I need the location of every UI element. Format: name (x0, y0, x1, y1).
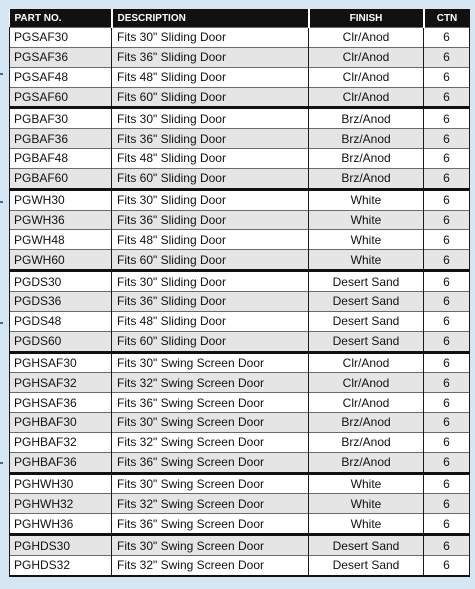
table-row (10, 108, 470, 129)
cell-ctn: 6 (424, 494, 470, 514)
cell-part-no: PGBAF60 (10, 168, 112, 189)
cell-ctn: 6 (424, 189, 470, 210)
cell-finish: White (309, 250, 424, 271)
table-row (10, 373, 470, 393)
cell-ctn: 6 (424, 250, 470, 271)
edge-mark (0, 201, 3, 203)
cell-part-no: PGWH36 (10, 210, 112, 230)
cell-finish: Brz/Anod (309, 413, 424, 433)
cell-finish: Desert Sand (309, 331, 424, 352)
table-row (10, 129, 470, 149)
cell-finish: White (309, 230, 424, 250)
edge-mark (0, 462, 3, 464)
cell-ctn: 6 (424, 473, 470, 494)
cell-ctn: 6 (424, 393, 470, 413)
table-row (10, 168, 470, 189)
cell-finish: Brz/Anod (309, 149, 424, 169)
cell-part-no: PGWH60 (10, 250, 112, 271)
cell-part-no: PGHDS32 (10, 555, 112, 575)
cell-description: Fits 30" Sliding Door (112, 189, 309, 210)
table-row (10, 413, 470, 433)
cell-finish: Clr/Anod (309, 352, 424, 373)
header-part-no: PART NO. (10, 9, 112, 28)
cell-part-no: PGHSAF32 (10, 373, 112, 393)
table-row (10, 271, 470, 292)
table-row (10, 452, 470, 473)
cell-finish: White (309, 473, 424, 494)
cell-part-no: PGHWH32 (10, 494, 112, 514)
edge-mark (0, 73, 3, 75)
table-row (10, 494, 470, 514)
header-description: DESCRIPTION (112, 9, 309, 28)
cell-part-no: PGHBAF36 (10, 452, 112, 473)
cell-description: Fits 48" Sliding Door (112, 230, 309, 250)
table-header (10, 9, 470, 28)
table-row (10, 28, 470, 48)
cell-finish: Clr/Anod (309, 28, 424, 48)
cell-finish: Desert Sand (309, 555, 424, 575)
cell-description: Fits 36" Swing Screen Door (112, 393, 309, 413)
table-row (10, 311, 470, 331)
cell-ctn: 6 (424, 291, 470, 311)
cell-ctn: 6 (424, 87, 470, 108)
cell-ctn: 6 (424, 129, 470, 149)
cell-part-no: PGSAF30 (10, 28, 112, 48)
cell-part-no: PGHSAF30 (10, 352, 112, 373)
cell-finish: Desert Sand (309, 535, 424, 556)
cell-description: Fits 60" Sliding Door (112, 87, 309, 108)
cell-description: Fits 30" Swing Screen Door (112, 473, 309, 494)
cell-ctn: 6 (424, 271, 470, 292)
cell-finish: Clr/Anod (309, 373, 424, 393)
cell-finish: Brz/Anod (309, 129, 424, 149)
table-row (10, 352, 470, 373)
table-row (10, 393, 470, 413)
table-row (10, 47, 470, 67)
table-row (10, 331, 470, 352)
cell-finish: Brz/Anod (309, 452, 424, 473)
header-ctn: CTN (424, 9, 470, 28)
cell-ctn: 6 (424, 47, 470, 67)
table-row (10, 514, 470, 535)
cell-part-no: PGDS48 (10, 311, 112, 331)
cell-ctn: 6 (424, 514, 470, 535)
table-row (10, 250, 470, 271)
table-body (10, 28, 470, 576)
cell-finish: Brz/Anod (309, 168, 424, 189)
cell-part-no: PGHWH36 (10, 514, 112, 535)
table-row (10, 555, 470, 575)
cell-part-no: PGWH48 (10, 230, 112, 250)
cell-description: Fits 32" Swing Screen Door (112, 494, 309, 514)
table-row (10, 473, 470, 494)
cell-part-no: PGHBAF30 (10, 413, 112, 433)
header-row (10, 9, 470, 28)
cell-description: Fits 32" Swing Screen Door (112, 432, 309, 452)
cell-part-no: PGDS30 (10, 271, 112, 292)
cell-ctn: 6 (424, 352, 470, 373)
cell-finish: White (309, 210, 424, 230)
cell-description: Fits 60" Sliding Door (112, 250, 309, 271)
cell-description: Fits 30" Swing Screen Door (112, 535, 309, 556)
table-row (10, 291, 470, 311)
cell-part-no: PGDS60 (10, 331, 112, 352)
cell-finish: Clr/Anod (309, 67, 424, 87)
cell-finish: Clr/Anod (309, 47, 424, 67)
cell-description: Fits 30" Swing Screen Door (112, 413, 309, 433)
cell-ctn: 6 (424, 413, 470, 433)
cell-finish: Desert Sand (309, 291, 424, 311)
cell-ctn: 6 (424, 210, 470, 230)
table-row (10, 432, 470, 452)
cell-part-no: PGHSAF36 (10, 393, 112, 413)
cell-description: Fits 36" Swing Screen Door (112, 452, 309, 473)
cell-description: Fits 30" Sliding Door (112, 28, 309, 48)
cell-finish: Clr/Anod (309, 87, 424, 108)
cell-ctn: 6 (424, 452, 470, 473)
cell-part-no: PGHBAF32 (10, 432, 112, 452)
cell-description: Fits 30" Sliding Door (112, 271, 309, 292)
cell-finish: Brz/Anod (309, 432, 424, 452)
cell-part-no: PGSAF48 (10, 67, 112, 87)
cell-description: Fits 60" Sliding Door (112, 168, 309, 189)
table-row (10, 189, 470, 210)
cell-ctn: 6 (424, 432, 470, 452)
cell-finish: Desert Sand (309, 271, 424, 292)
cell-description: Fits 36" Sliding Door (112, 291, 309, 311)
cell-description: Fits 48" Sliding Door (112, 67, 309, 87)
cell-ctn: 6 (424, 555, 470, 575)
cell-ctn: 6 (424, 331, 470, 352)
cell-part-no: PGBAF36 (10, 129, 112, 149)
table-row (10, 535, 470, 556)
cell-finish: White (309, 514, 424, 535)
cell-part-no: PGHDS30 (10, 535, 112, 556)
cell-description: Fits 36" Swing Screen Door (112, 514, 309, 535)
table-row (10, 149, 470, 169)
cell-description: Fits 36" Sliding Door (112, 47, 309, 67)
cell-ctn: 6 (424, 108, 470, 129)
cell-description: Fits 32" Swing Screen Door (112, 555, 309, 575)
table-row (10, 87, 470, 108)
cell-part-no: PGSAF36 (10, 47, 112, 67)
cell-ctn: 6 (424, 373, 470, 393)
cell-ctn: 6 (424, 149, 470, 169)
parts-table (9, 9, 470, 577)
cell-ctn: 6 (424, 28, 470, 48)
cell-part-no: PGHWH30 (10, 473, 112, 494)
cell-description: Fits 36" Sliding Door (112, 210, 309, 230)
cell-finish: White (309, 494, 424, 514)
cell-part-no: PGWH30 (10, 189, 112, 210)
table-row (10, 230, 470, 250)
cell-finish: Brz/Anod (309, 108, 424, 129)
cell-finish: White (309, 189, 424, 210)
cell-part-no: PGBAF30 (10, 108, 112, 129)
cell-ctn: 6 (424, 168, 470, 189)
cell-ctn: 6 (424, 67, 470, 87)
cell-description: Fits 36" Sliding Door (112, 129, 309, 149)
cell-finish: Clr/Anod (309, 393, 424, 413)
header-finish: FINISH (309, 9, 424, 28)
edge-mark (0, 322, 3, 324)
table-row (10, 210, 470, 230)
cell-description: Fits 60" Sliding Door (112, 331, 309, 352)
cell-ctn: 6 (424, 230, 470, 250)
cell-description: Fits 30" Swing Screen Door (112, 352, 309, 373)
table-row (10, 67, 470, 87)
cell-part-no: PGSAF60 (10, 87, 112, 108)
cell-part-no: PGDS36 (10, 291, 112, 311)
cell-description: Fits 30" Sliding Door (112, 108, 309, 129)
cell-ctn: 6 (424, 535, 470, 556)
cell-part-no: PGBAF48 (10, 149, 112, 169)
cell-description: Fits 48" Sliding Door (112, 149, 309, 169)
cell-description: Fits 32" Swing Screen Door (112, 373, 309, 393)
cell-ctn: 6 (424, 311, 470, 331)
cell-description: Fits 48" Sliding Door (112, 311, 309, 331)
cell-finish: Desert Sand (309, 311, 424, 331)
